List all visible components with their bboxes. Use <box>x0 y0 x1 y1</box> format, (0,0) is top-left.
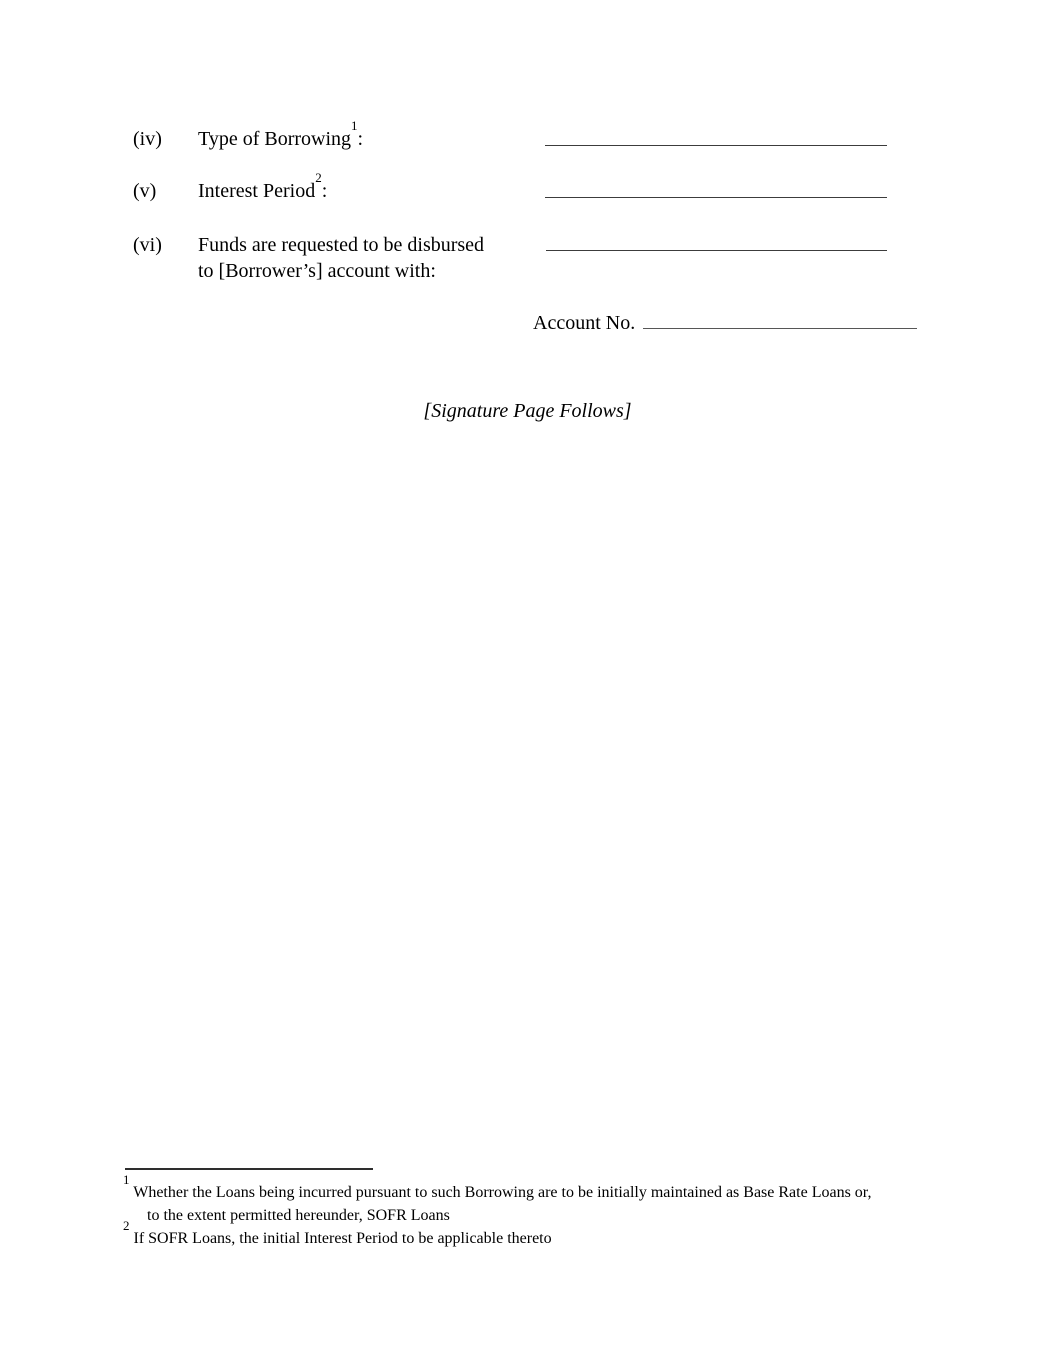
item-iv-label-suffix: : <box>357 128 364 150</box>
fill-in-line-account-number <box>643 328 917 329</box>
footnote-ref-2: 2 <box>315 170 322 186</box>
footnote-1-line1 <box>123 1171 872 1204</box>
item-iv-label <box>198 118 364 152</box>
footnote-1-line2 <box>147 1204 450 1227</box>
fill-in-line-interest-period <box>545 197 887 198</box>
item-v-label-suffix: : <box>321 180 328 202</box>
fill-in-line-type-of-borrowing <box>545 145 887 146</box>
footnote-2-text-line1: If SOFR Loans, the initial Interest Period to be applicable thereto <box>133 1230 552 1247</box>
item-v-label <box>198 170 328 204</box>
item-vi-marker: (vi) <box>133 234 162 256</box>
footnote-2-line1 <box>123 1217 552 1250</box>
signature-page-note: [Signature Page Follows] <box>423 400 632 422</box>
item-vi-label-line1: Funds are requested to be disbursed <box>198 234 485 256</box>
item-v-marker: (v) <box>133 180 157 202</box>
footnote-1-text-line2: to the extent permitted hereunder, SOFR Loans <box>147 1207 450 1224</box>
item-v-label-text: Interest Period <box>198 180 316 202</box>
footnote-1-ref: 1 <box>123 1171 130 1187</box>
footnote-2-ref: 2 <box>123 1217 130 1233</box>
account-number-label: Account No. <box>533 312 636 334</box>
footnote-1-text-line1: Whether the Loans being incurred pursuant to such Borrowing are to be initially maintained as Base Rate Loans or, <box>133 1184 872 1201</box>
item-iv-label-text: Type of Borrowing <box>198 128 352 150</box>
item-vi-label-line2: to [Borrower’s] account with: <box>198 260 436 282</box>
item-vi-label <box>198 232 484 284</box>
footnote-ref-1: 1 <box>351 118 358 134</box>
fill-in-line-disbursement-account <box>546 250 887 251</box>
footnote-separator-rule <box>125 1168 373 1170</box>
item-iv-marker: (iv) <box>133 128 162 150</box>
